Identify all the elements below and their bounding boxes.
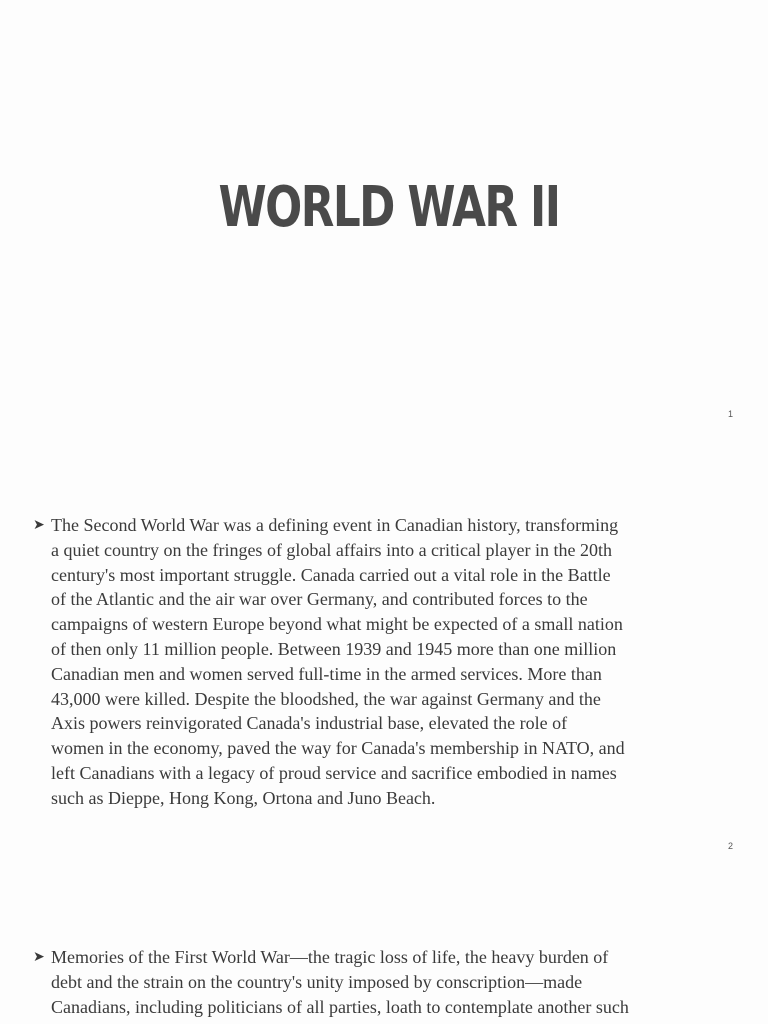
paragraph-text: The Second World War was a defining event in Canadian history, transforming a quiet country on the fringes of global affairs into a critical player in the 20th century's most important struggle. Canada carried out a vital role in the Battle of the Atlantic and the air war over Germany, and contributed forces to the campaigns of western Europe beyond what might be expected of a small nation of then only 11 million people. Between 1939 and 1945 more than one million Canadian men and women served full-time in the armed services. More than 43,000 were killed. Despite the bloodshed, the war against Germany and the Axis powers reinvigorated Canada's industrial base, elevated the role of women in the economy, paved the way for Canada's membership in NATO, and left Canadians with a legacy of proud service and sacrifice embodied in names such as Dieppe, Hong Kong, Ortona and Juno Beach. bbox=[51, 515, 625, 808]
bullet-paragraph bbox=[33, 945, 743, 1019]
arrow-bullet-icon: ➤ bbox=[33, 517, 45, 533]
bullet-paragraph bbox=[33, 513, 743, 811]
paragraph-text: Memories of the First World War—the tragic loss of life, the heavy burden of debt and the strain on the country's unity imposed by conscription—made Canadians, including politicians of all parties, loath to contemplate another such bbox=[51, 947, 629, 1017]
arrow-bullet-icon: ➤ bbox=[33, 949, 45, 965]
page-number: 2 bbox=[727, 841, 733, 851]
slide-title: WORLD WAR II bbox=[218, 175, 560, 240]
page-number: 1 bbox=[727, 409, 733, 419]
